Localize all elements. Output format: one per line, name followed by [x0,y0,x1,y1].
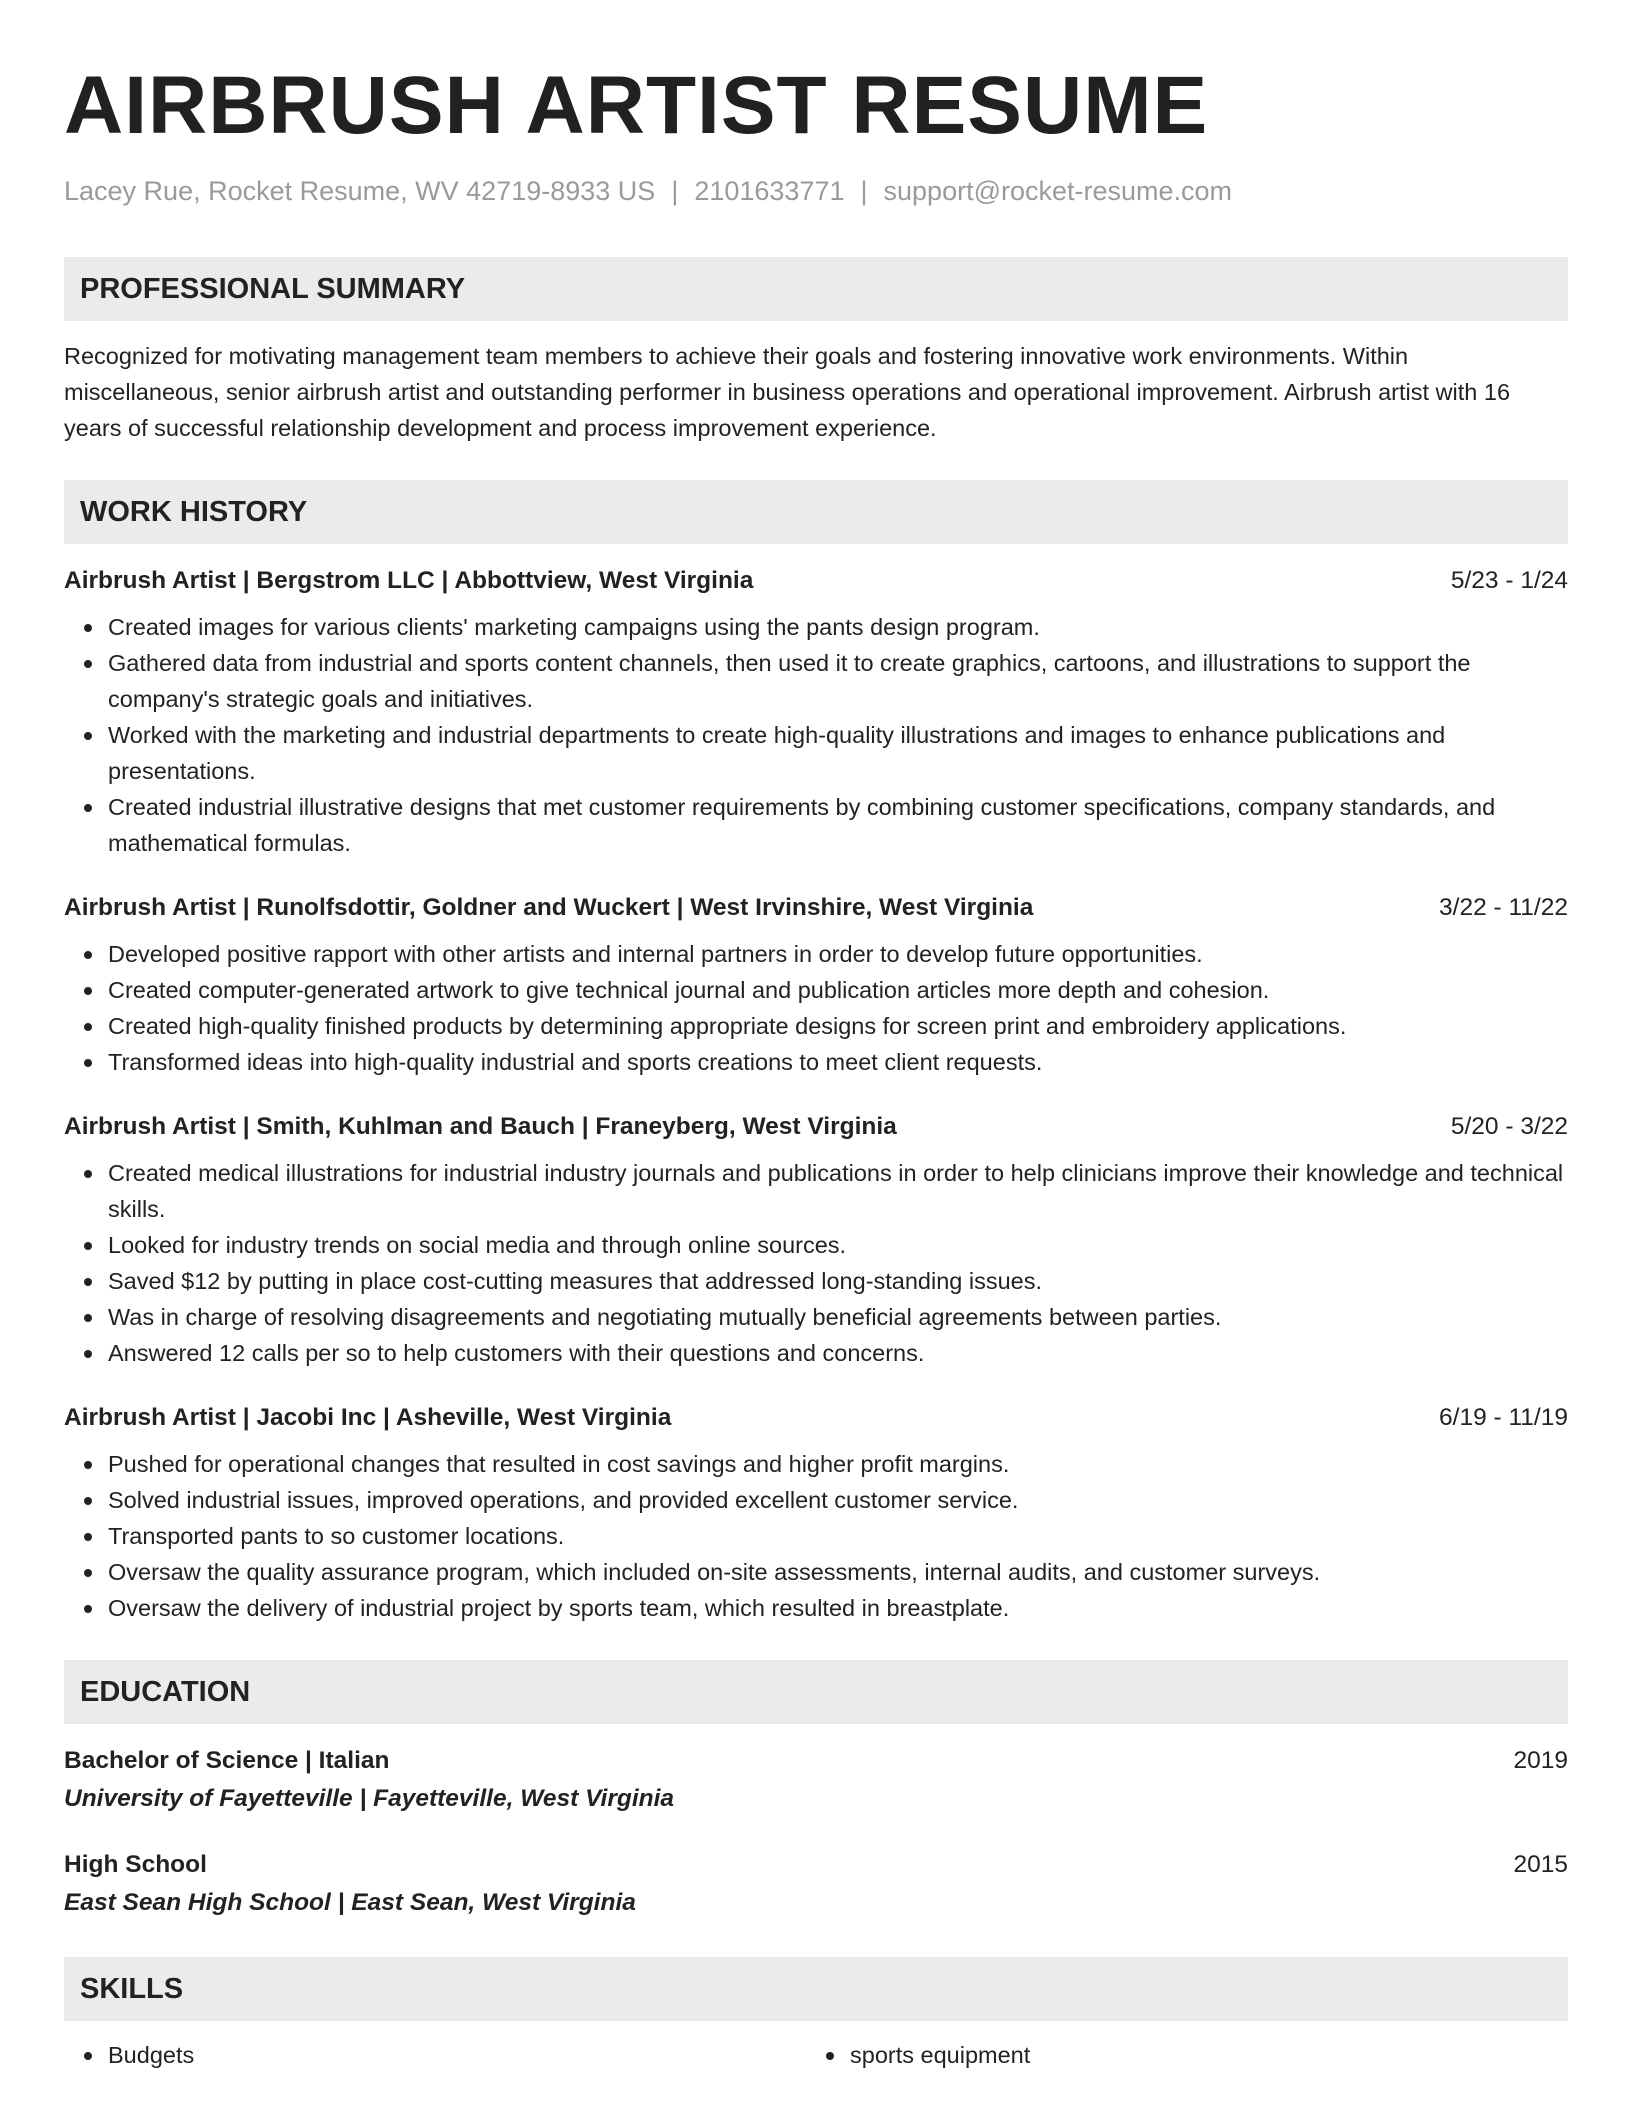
job-bullets [64,609,1568,861]
education-header [64,1745,1568,1777]
list-item: Created industrial illustrative designs that met customer requirements by combining customer specifications, company standards, and mathematical formulas. [108,789,1568,861]
job-entry [64,565,1568,861]
job-title: Airbrush Artist | Jacobi Inc | Asheville, West Virginia [64,1404,672,1432]
summary-paragraph: Recognized for motivating management team members to achieve their goals and fostering innovative work environments. Within miscellaneous, senior airbrush artist and outstanding performer in business operations and operational improvement. Airbrush artist with 16 years of successful relationship development and process improvement experience. [64,343,1511,442]
list-item: Saved $12 by putting in place cost-cutting measures that addressed long-standing issues. [108,1263,1568,1299]
job-dates: 3/22 - 11/22 [1439,894,1568,922]
list-item: Oversaw the quality assurance program, which included on-site assessments, internal audits, and customer surveys. [108,1554,1568,1590]
skills-column-left [64,2037,806,2073]
list-item: Answered 12 calls per so to help customers with their questions and concerns. [108,1335,1568,1371]
list-item: Created computer-generated artwork to give technical journal and publication articles more depth and cohesion. [108,972,1568,1008]
job-bullets [64,1446,1568,1626]
skill-item: sports equipment [850,2037,1548,2073]
section-heading-education: EDUCATION [64,1660,1568,1724]
job-header [64,565,1568,597]
list-item: Transported pants to so customer locations. [108,1518,1568,1554]
contact-separator: | [860,176,868,206]
list-item: Pushed for operational changes that resulted in cost savings and higher profit margins. [108,1446,1568,1482]
education-entry [64,1745,1568,1815]
list-item: Created images for various clients' marketing campaigns using the pants design program. [108,609,1568,645]
job-header [64,1111,1568,1143]
section-heading-skills: SKILLS [64,1957,1568,2021]
list-item: Created medical illustrations for industrial industry journals and publications in order to help clinicians improve their knowledge and technical skills. [108,1155,1568,1227]
job-title: Airbrush Artist | Runolfsdottir, Goldner and Wuckert | West Irvinshire, West Virginia [64,894,1034,922]
skills-column-right [806,2037,1548,2073]
list-item: Created high-quality finished products by determining appropriate designs for screen print and embroidery applications. [108,1008,1568,1044]
list-item: Solved industrial issues, improved operations, and provided excellent customer service. [108,1482,1568,1518]
list-item: Worked with the marketing and industrial departments to create high-quality illustrations and images to enhance publications and presentations. [108,717,1568,789]
list-item: Transformed ideas into high-quality industrial and sports creations to meet client requests. [108,1044,1568,1080]
education-degree: High School [64,1851,207,1879]
list-item: Developed positive rapport with other artists and internal partners in order to develop future opportunities. [108,936,1568,972]
contact-line [64,175,1568,207]
contact-phone: 2101633771 [694,176,845,206]
list-item: Was in charge of resolving disagreements and negotiating mutually beneficial agreements between parties. [108,1299,1568,1335]
job-header [64,892,1568,924]
job-entry [64,892,1568,1080]
job-bullets [64,1155,1568,1371]
job-title: Airbrush Artist | Bergstrom LLC | Abbottview, West Virginia [64,567,754,595]
education-school: East Sean High School | East Sean, West Virginia [64,1889,636,1917]
education-degree: Bachelor of Science | Italian [64,1747,390,1775]
job-entry [64,1111,1568,1371]
contact-address: Lacey Rue, Rocket Resume, WV 42719-8933 US [64,176,656,206]
job-dates: 6/19 - 11/19 [1439,1404,1568,1432]
education-entry [64,1849,1568,1919]
skills-list [64,2037,1568,2073]
contact-email: support@rocket-resume.com [883,176,1233,206]
job-entry [64,1402,1568,1626]
education-year: 2019 [1513,1747,1568,1775]
resume-title: AIRBRUSH ARTIST RESUME [64,60,1209,151]
section-heading-work-history: WORK HISTORY [64,480,1568,544]
list-item: Oversaw the delivery of industrial project by sports team, which resulted in breastplate. [108,1590,1568,1626]
list-item: Gathered data from industrial and sports content channels, then used it to create graphics, cartoons, and illustrations to support the company's strategic goals and initiatives. [108,645,1568,717]
job-dates: 5/20 - 3/22 [1450,1113,1568,1141]
job-header [64,1402,1568,1434]
skill-item: Budgets [108,2037,806,2073]
section-heading-summary: PROFESSIONAL SUMMARY [64,257,1568,321]
job-dates: 5/23 - 1/24 [1450,567,1568,595]
job-title: Airbrush Artist | Smith, Kuhlman and Bauch | Franeyberg, West Virginia [64,1113,897,1141]
education-header [64,1849,1568,1881]
list-item: Looked for industry trends on social media and through online sources. [108,1227,1568,1263]
education-school: University of Fayetteville | Fayetteville, West Virginia [64,1785,675,1813]
education-year: 2015 [1513,1851,1568,1879]
job-bullets [64,936,1568,1080]
contact-separator: | [671,176,679,206]
